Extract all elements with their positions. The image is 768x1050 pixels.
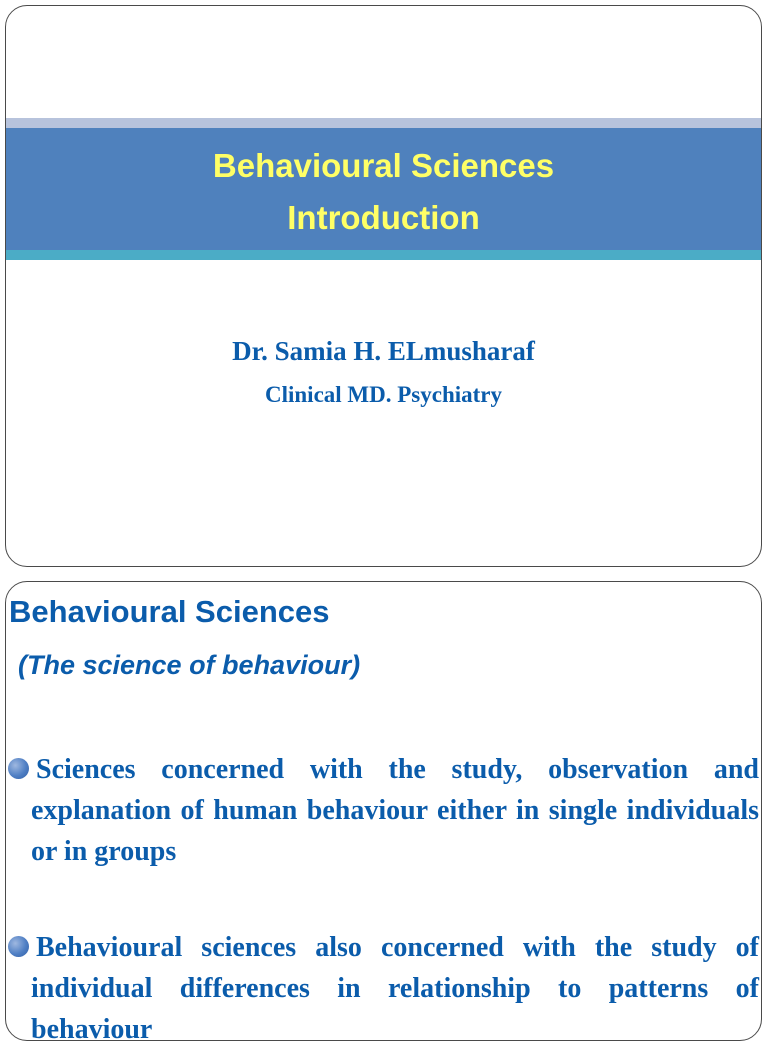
- slide-title-line-1: Behavioural Sciences: [212, 147, 555, 184]
- title-band-bottom-stripe: [6, 250, 761, 260]
- slide-title-line-2: Introduction: [287, 199, 480, 236]
- slide-title: [6, 140, 761, 244]
- title-band: [6, 118, 761, 260]
- content-slide: [5, 581, 762, 1045]
- author-name: Dr. Samia H. ELmusharaf: [232, 336, 535, 366]
- round-bullet-icon: [8, 936, 29, 957]
- title-band-top-stripe: [6, 118, 761, 128]
- round-bullet-icon: [8, 758, 29, 779]
- bullet-text: Behavioural sciences also concerned with the study of individual differences in relationship to patterns of behaviour: [31, 932, 759, 1045]
- bullet-text: Sciences concerned with the study, observation and explanation of human behaviour either in single individuals or in groups: [31, 754, 759, 867]
- content-slide-subtitle: (The science of behaviour): [18, 650, 361, 680]
- title-slide: [5, 5, 762, 567]
- content-slide-title: Behavioural Sciences: [9, 594, 330, 629]
- author-credential: Clinical MD. Psychiatry: [265, 382, 502, 407]
